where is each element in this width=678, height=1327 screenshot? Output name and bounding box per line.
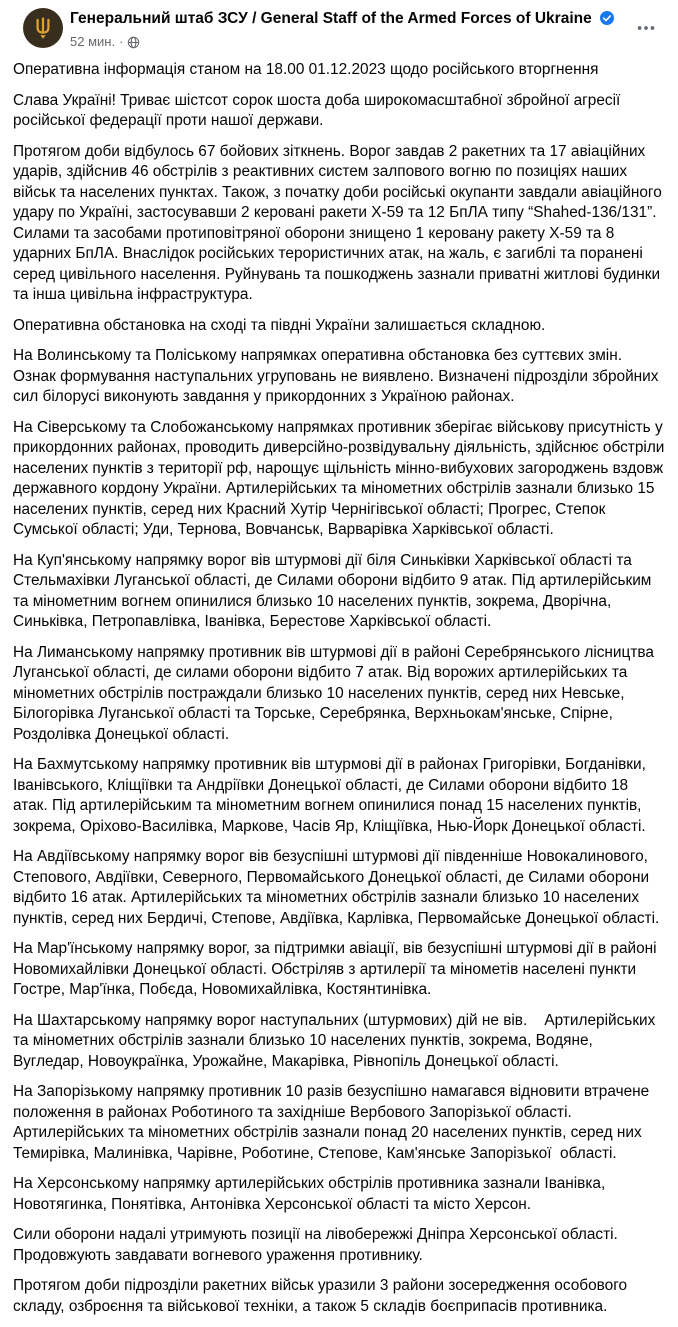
post-paragraph: На Сіверському та Слобожанському напрямках противник зберігає військову присутність у прикордонних районах, проводить диверсійно-розвідувальну діяльність, здійснює обстріли населених пунктів з території рф, нарощує щільність мінно-вибухових загороджень вздовж державного кордону України. Артилерійських та мінометних обстрілів зазнали близько 15 населених пунктів, серед них Красний Хутір Чернігівської області; Прогрес, Степок Сумської області; Уди, Тернова, Вовчанськ, Варварівка Харківської області. [13,418,669,538]
post-paragraph: На Херсонському напрямку артилерійських обстрілів противника зазнали Іванівка, Новотягинка, Понятівка, Антонівка Херсонської області та місто Херсон. [13,1175,610,1213]
post-meta-row [70,34,614,50]
post-paragraph: На Лиманському напрямку противник вів штурмові дії в районі Серебрянського лісництва Луганської області, де силами оборони відбито 7 атак. Від ворожих артилерійських та мінометних обстрілів постраждали близько 10 населених пунктів, серед них Невське, Білогорівка Луганської області та Торське, Серебрянка, Верхньокам'янське, Спірне, Роздолівка Донецької області. [13,643,659,743]
post-paragraph: На Запорізькому напрямку противник 10 разів безуспішно намагався відновити втрачене положення в районах Роботиного та західніше Вербового Запорізької області. Артилерійських та мінометних обстрілів зазнали понад 20 населених пунктів, серед них Темирівка, Малинівка, Чарівне, Роботине, Степове, Кам'янське Запорізької області. [13,1083,654,1162]
post-paragraph: Протягом доби підрозділи ракетних військ уразили 3 райони зосередження особового складу, озброєння та військової техніки, а також 5 складів боєприпасів противника. [13,1277,632,1315]
post-paragraph: Оперативна інформація станом на 18.00 01.12.2023 щодо російського вторгнення [13,61,599,78]
post-paragraph: На Авдіївському напрямку ворог вів безуспішні штурмові дії південніше Новокалинового, Степового, Авдіївки, Северного, Первомайського Донецької області, де Силами оборони відбито 16 атак. Артилерійських та мінометних обстрілів зазнали близько 10 населених пунктів, серед них Бердичі, Степове, Авдіївка, Карлівка, Первомайське Донецької області. [13,848,660,927]
globe-privacy-icon [127,36,140,49]
post-paragraph: На Шахтарському напрямку ворог наступальних (штурмових) дій не вів. Артилерійських та мінометних обстрілів зазнали близько 10 населених пунктів, зокрема, Водяне, Вугледар, Новоукраїнка, Урожайне, Макарівка, Рівнопіль Донецької області. [13,1011,660,1070]
post-paragraph: На Мар'їнському напрямку ворог, за підтримки авіації, вів безуспішні штурмові дії в районі Новомихайлівки Донецької області. Обстріляв з артилерії та мінометів населені пункти Гостре, Мар'їнка, Побєда, Новомихайлівка, Костянтинівка. [13,940,661,998]
page-title-row [70,9,614,31]
post-paragraph: Сили оборони надалі утримують позиції на лівобережжі Дніпра Херсонської області. Продовжують завдавати вогневого ураження противнику. [13,1226,623,1264]
page-name-link[interactable]: Генеральний штаб ЗСУ / General Staff of the Armed Forces of Ukraine [70,10,592,27]
post-timestamp[interactable]: 52 мин. [70,34,116,49]
trident-icon [30,15,56,41]
post-header [0,0,678,50]
post-paragraph: Слава Україні! Триває шістсот сорок шоста доба широкомасштабної збройної агресії російської федерації проти нашої держави. [13,91,625,129]
three-dots-icon [635,17,657,39]
post-paragraph: Оперативна обстановка на сході та півдні України залишається складною. [13,316,546,334]
page-avatar[interactable] [23,8,63,48]
meta-separator: · [119,34,124,49]
post-paragraph: На Куп'янському напрямку ворог вів штурмові дії біля Синьківки Харківської області та Стельмахівки Луганської області, де Силами оборони відбито 9 атак. Під артилерійським та мінометним вогнем опинилися близько 10 населених пунктів, зокрема, Дворічна, Синьківка, Петропавлівка, Іванівка, Берестове Харківської області. [13,551,656,630]
post-header-meta [70,8,614,50]
verified-badge-icon [600,11,614,31]
post-paragraph: Протягом доби відбулось 67 бойових зіткнень. Ворог завдав 2 ракетних та 17 авіаційних ударів, здійснив 46 обстрілів з реактивних систем залпового вогню по позиціях наших військ та населених пунктах. Також, з початку доби російські окупанти завдали авіаційного удару по Україні, застосувавши 2 керовані ракети Х-59 та 12 БпЛА типу “Shahed-136/131”. Силами та засобами протиповітряної оборони знищено 1 керовану ракету Х-59 та 8 ударних БпЛА. Внаслідок російських терористичних атак, на жаль, є загиблі та поранені серед цивільного населення. Руйнувань та пошкоджень зазнали приватні житлові будинки та інша цивільна інфраструктура. [13,142,667,303]
post-paragraph: На Бахмутському напрямку противник вів штурмові дії в районах Григорівки, Богданівки, Іванівського, Кліщіївки та Андріївки Донецької області, де Силами оборони відбито 18 атак. Під артилерійським та мінометним вогнем опинилися понад 15 населених пунктів, зокрема, Оріхово-Василівка, Маркове, Часів Яр, Кліщіївка, Нью-Йорк Донецької області. [13,756,651,835]
post-paragraph: На Волинському та Поліському напрямках оперативна обстановка без суттєвих змін. Ознак формування наступальних угруповань не виявлено. Визначені підрозділи збройних сил білорусі виконують завдання у прикордонних з Україною районах. [13,347,663,405]
post-options-button[interactable] [630,12,662,44]
post-body [0,50,678,1327]
